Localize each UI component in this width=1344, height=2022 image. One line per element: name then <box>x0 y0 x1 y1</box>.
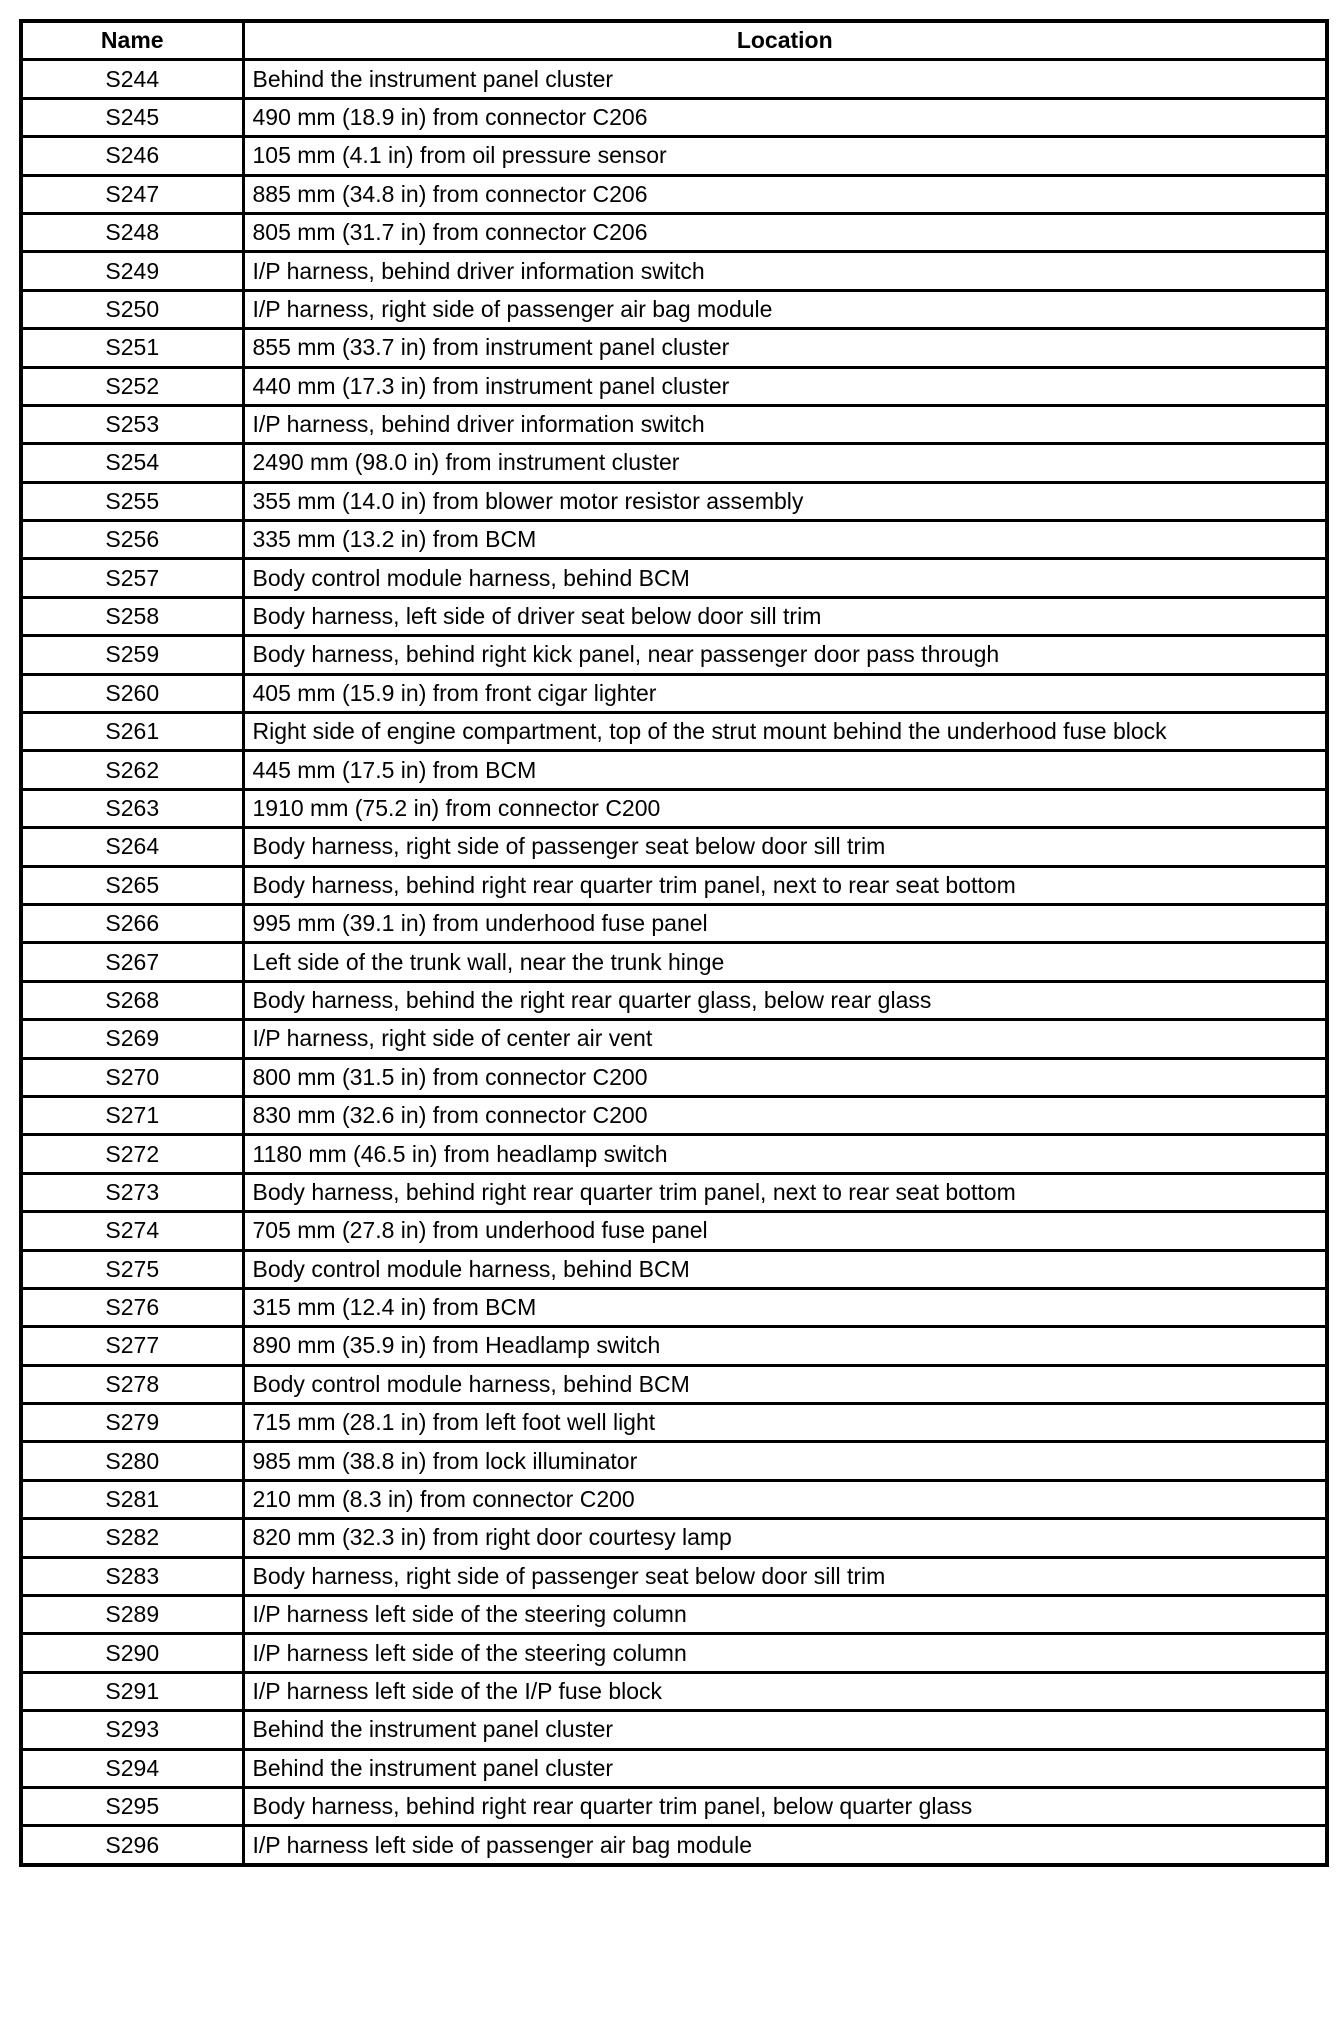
table-row <box>21 904 1327 942</box>
splice-name-cell: S280 <box>21 1442 243 1480</box>
splice-location-cell: Body harness, right side of passenger seat below door sill trim <box>243 828 1327 866</box>
splice-location-cell: 855 mm (33.7 in) from instrument panel cluster <box>243 329 1327 367</box>
table-row <box>21 521 1327 559</box>
splice-location-cell: Behind the instrument panel cluster <box>243 1749 1327 1787</box>
splice-name-cell: S270 <box>21 1058 243 1096</box>
splice-location-cell: Behind the instrument panel cluster <box>243 1711 1327 1749</box>
column-header-name: Name <box>21 21 243 60</box>
table-row <box>21 713 1327 751</box>
splice-location-cell: Body harness, behind right rear quarter trim panel, next to rear seat bottom <box>243 1173 1327 1211</box>
splice-name-cell: S296 <box>21 1826 243 1865</box>
table-row <box>21 290 1327 328</box>
splice-location-cell: Body harness, left side of driver seat below door sill trim <box>243 597 1327 635</box>
splice-name-cell: S255 <box>21 482 243 520</box>
splice-location-cell: I/P harness, right side of center air vent <box>243 1020 1327 1058</box>
header-row <box>21 21 1327 60</box>
splice-location-cell: Right side of engine compartment, top of the strut mount behind the underhood fuse block <box>243 713 1327 751</box>
splice-name-cell: S247 <box>21 175 243 213</box>
splice-name-cell: S271 <box>21 1096 243 1134</box>
splice-location-cell: 445 mm (17.5 in) from BCM <box>243 751 1327 789</box>
splice-name-cell: S277 <box>21 1327 243 1365</box>
splice-name-cell: S246 <box>21 137 243 175</box>
splice-location-cell: 805 mm (31.7 in) from connector C206 <box>243 213 1327 251</box>
table-row <box>21 1096 1327 1134</box>
table-row <box>21 1442 1327 1480</box>
table-row <box>21 1711 1327 1749</box>
splice-location-cell: Body harness, behind right rear quarter trim panel, next to rear seat bottom <box>243 866 1327 904</box>
table-row <box>21 559 1327 597</box>
table-row <box>21 1327 1327 1365</box>
splice-location-cell: 440 mm (17.3 in) from instrument panel cluster <box>243 367 1327 405</box>
column-header-location: Location <box>243 21 1327 60</box>
splice-name-cell: S281 <box>21 1480 243 1518</box>
splice-name-cell: S276 <box>21 1288 243 1326</box>
splice-name-cell: S257 <box>21 559 243 597</box>
splice-location-cell: Body harness, behind right rear quarter trim panel, below quarter glass <box>243 1787 1327 1825</box>
table-row <box>21 1288 1327 1326</box>
table-row <box>21 1250 1327 1288</box>
table-row <box>21 597 1327 635</box>
splice-name-cell: S274 <box>21 1212 243 1250</box>
splice-name-cell: S290 <box>21 1634 243 1672</box>
splice-location-cell: Body control module harness, behind BCM <box>243 559 1327 597</box>
table-row <box>21 444 1327 482</box>
splice-location-cell: 985 mm (38.8 in) from lock illuminator <box>243 1442 1327 1480</box>
table-row <box>21 367 1327 405</box>
splice-location-cell: 105 mm (4.1 in) from oil pressure sensor <box>243 137 1327 175</box>
splice-location-cell: 2490 mm (98.0 in) from instrument cluster <box>243 444 1327 482</box>
splice-location-cell: I/P harness left side of passenger air bag module <box>243 1826 1327 1865</box>
splice-location-cell: 335 mm (13.2 in) from BCM <box>243 521 1327 559</box>
table-row <box>21 1058 1327 1096</box>
splice-location-cell: 800 mm (31.5 in) from connector C200 <box>243 1058 1327 1096</box>
splice-name-cell: S264 <box>21 828 243 866</box>
splice-name-cell: S278 <box>21 1365 243 1403</box>
splice-name-cell: S259 <box>21 636 243 674</box>
splice-location-table <box>19 19 1329 1867</box>
splice-name-cell: S291 <box>21 1672 243 1710</box>
splice-name-cell: S272 <box>21 1135 243 1173</box>
table-row <box>21 405 1327 443</box>
splice-name-cell: S283 <box>21 1557 243 1595</box>
table-row <box>21 1480 1327 1518</box>
splice-location-cell: Body harness, behind the right rear quarter glass, below rear glass <box>243 981 1327 1019</box>
table-row <box>21 1173 1327 1211</box>
splice-location-cell: I/P harness left side of the steering column <box>243 1634 1327 1672</box>
splice-location-cell: 315 mm (12.4 in) from BCM <box>243 1288 1327 1326</box>
table-row <box>21 98 1327 136</box>
table-row <box>21 866 1327 904</box>
splice-name-cell: S293 <box>21 1711 243 1749</box>
splice-name-cell: S273 <box>21 1173 243 1211</box>
splice-name-cell: S269 <box>21 1020 243 1058</box>
splice-name-cell: S252 <box>21 367 243 405</box>
splice-name-cell: S268 <box>21 981 243 1019</box>
table-row <box>21 1749 1327 1787</box>
splice-location-cell: 490 mm (18.9 in) from connector C206 <box>243 98 1327 136</box>
splice-location-cell: 820 mm (32.3 in) from right door courtesy lamp <box>243 1519 1327 1557</box>
splice-location-cell: I/P harness, behind driver information switch <box>243 405 1327 443</box>
table-row <box>21 789 1327 827</box>
table-row <box>21 213 1327 251</box>
table-row <box>21 1519 1327 1557</box>
table-row <box>21 1365 1327 1403</box>
splice-name-cell: S253 <box>21 405 243 443</box>
splice-name-cell: S294 <box>21 1749 243 1787</box>
table-row <box>21 1596 1327 1634</box>
splice-location-cell: Body control module harness, behind BCM <box>243 1250 1327 1288</box>
splice-location-cell: 405 mm (15.9 in) from front cigar lighter <box>243 674 1327 712</box>
table-row <box>21 981 1327 1019</box>
table-body <box>21 60 1327 1865</box>
splice-location-cell: Left side of the trunk wall, near the trunk hinge <box>243 943 1327 981</box>
splice-name-cell: S244 <box>21 60 243 98</box>
table-row <box>21 1557 1327 1595</box>
table-row <box>21 60 1327 98</box>
splice-location-cell: 715 mm (28.1 in) from left foot well light <box>243 1404 1327 1442</box>
table-row <box>21 751 1327 789</box>
splice-name-cell: S261 <box>21 713 243 751</box>
table-row <box>21 1672 1327 1710</box>
splice-name-cell: S266 <box>21 904 243 942</box>
splice-name-cell: S289 <box>21 1596 243 1634</box>
table-row <box>21 828 1327 866</box>
splice-name-cell: S279 <box>21 1404 243 1442</box>
table-row <box>21 175 1327 213</box>
splice-name-cell: S258 <box>21 597 243 635</box>
table-row <box>21 1135 1327 1173</box>
splice-name-cell: S251 <box>21 329 243 367</box>
splice-location-cell: 705 mm (27.8 in) from underhood fuse panel <box>243 1212 1327 1250</box>
table-row <box>21 943 1327 981</box>
splice-location-cell: 995 mm (39.1 in) from underhood fuse panel <box>243 904 1327 942</box>
table-row <box>21 1826 1327 1865</box>
splice-location-cell: I/P harness, behind driver information switch <box>243 252 1327 290</box>
splice-location-cell: Body harness, right side of passenger seat below door sill trim <box>243 1557 1327 1595</box>
splice-location-cell: I/P harness left side of the steering column <box>243 1596 1327 1634</box>
splice-name-cell: S245 <box>21 98 243 136</box>
splice-location-cell: 355 mm (14.0 in) from blower motor resistor assembly <box>243 482 1327 520</box>
splice-name-cell: S263 <box>21 789 243 827</box>
splice-location-cell: 830 mm (32.6 in) from connector C200 <box>243 1096 1327 1134</box>
splice-name-cell: S262 <box>21 751 243 789</box>
table-row <box>21 137 1327 175</box>
table-row <box>21 1212 1327 1250</box>
splice-location-cell: 1180 mm (46.5 in) from headlamp switch <box>243 1135 1327 1173</box>
splice-location-cell: I/P harness, right side of passenger air bag module <box>243 290 1327 328</box>
splice-name-cell: S248 <box>21 213 243 251</box>
splice-name-cell: S267 <box>21 943 243 981</box>
splice-location-cell: Behind the instrument panel cluster <box>243 60 1327 98</box>
splice-name-cell: S249 <box>21 252 243 290</box>
table-row <box>21 329 1327 367</box>
splice-location-cell: Body control module harness, behind BCM <box>243 1365 1327 1403</box>
splice-name-cell: S265 <box>21 866 243 904</box>
splice-name-cell: S282 <box>21 1519 243 1557</box>
splice-location-cell: 210 mm (8.3 in) from connector C200 <box>243 1480 1327 1518</box>
table-row <box>21 674 1327 712</box>
table-row <box>21 1787 1327 1825</box>
splice-location-cell: Body harness, behind right kick panel, near passenger door pass through <box>243 636 1327 674</box>
table-row <box>21 1634 1327 1672</box>
splice-name-cell: S260 <box>21 674 243 712</box>
table-row <box>21 1020 1327 1058</box>
splice-name-cell: S295 <box>21 1787 243 1825</box>
splice-location-cell: I/P harness left side of the I/P fuse block <box>243 1672 1327 1710</box>
splice-name-cell: S250 <box>21 290 243 328</box>
table-row <box>21 482 1327 520</box>
splice-location-cell: 890 mm (35.9 in) from Headlamp switch <box>243 1327 1327 1365</box>
splice-name-cell: S275 <box>21 1250 243 1288</box>
table-row <box>21 636 1327 674</box>
splice-name-cell: S254 <box>21 444 243 482</box>
splice-location-cell: 885 mm (34.8 in) from connector C206 <box>243 175 1327 213</box>
table-row <box>21 1404 1327 1442</box>
splice-location-cell: 1910 mm (75.2 in) from connector C200 <box>243 789 1327 827</box>
table-row <box>21 252 1327 290</box>
splice-name-cell: S256 <box>21 521 243 559</box>
